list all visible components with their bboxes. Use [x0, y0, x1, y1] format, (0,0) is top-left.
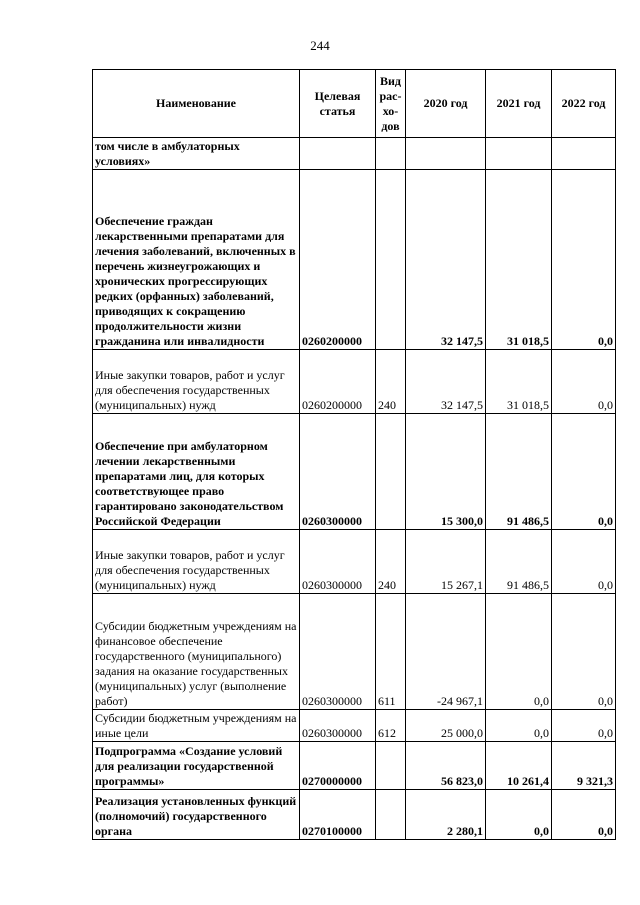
page-number: 244 — [310, 38, 330, 53]
header-2022: 2022 год — [552, 70, 616, 138]
row-value-2022: 0,0 — [552, 170, 616, 350]
row-expense-kind: 240 — [376, 530, 406, 594]
row-value-2021: 31 018,5 — [486, 170, 552, 350]
row-name: Обеспечение при амбулаторном лечении лекарственными препаратами лиц, для которых соответствующее право гарантировано законодательством Российской Федерации — [93, 414, 300, 530]
table-row — [93, 594, 616, 710]
row-target-article: 0260300000 — [300, 710, 376, 742]
header-2020: 2020 год — [406, 70, 486, 138]
header-expense-kind: Вид рас-хо-дов — [376, 70, 406, 138]
row-name: Обеспечение граждан лекарственными препаратами для лечения заболеваний, включенных в перечень жизнеугрожающих и хронических прогрессирующих редких (орфанных) заболеваний, приводящих к сокращению продолжительности жизни гражданина или инвалидности — [93, 170, 300, 350]
row-value-2020: 32 147,5 — [406, 170, 486, 350]
row-value-2021: 91 486,5 — [486, 414, 552, 530]
row-target-article: 0260300000 — [300, 594, 376, 710]
row-value-2020: 15 300,0 — [406, 414, 486, 530]
row-value-2020: 32 147,5 — [406, 350, 486, 414]
row-target-article: 0260200000 — [300, 170, 376, 350]
row-target-article: 0260300000 — [300, 530, 376, 594]
row-expense-kind — [376, 742, 406, 790]
row-value-2020 — [406, 138, 486, 170]
table-row — [93, 530, 616, 594]
row-expense-kind: 611 — [376, 594, 406, 710]
table-row — [93, 170, 616, 350]
table-row — [93, 710, 616, 742]
row-name: Субсидии бюджетным учреждениям на финансовое обеспечение государственного (муниципального) задания на оказание государственных (муниципальных) услуг (выполнение работ) — [93, 594, 300, 710]
row-value-2020: 15 267,1 — [406, 530, 486, 594]
row-value-2021: 10 261,4 — [486, 742, 552, 790]
table-row — [93, 790, 616, 840]
row-name: Иные закупки товаров, работ и услуг для обеспечения государственных (муниципальных) нужд — [93, 530, 300, 594]
row-value-2022: 0,0 — [552, 790, 616, 840]
row-value-2022: 0,0 — [552, 530, 616, 594]
table-row — [93, 350, 616, 414]
row-value-2020: 56 823,0 — [406, 742, 486, 790]
header-target-article: Целевая статья — [300, 70, 376, 138]
budget-table — [92, 69, 616, 840]
row-value-2020: 2 280,1 — [406, 790, 486, 840]
row-value-2021 — [486, 138, 552, 170]
header-2021: 2021 год — [486, 70, 552, 138]
row-value-2022: 0,0 — [552, 350, 616, 414]
row-name: Подпрограмма «Создание условий для реализации государственной программы» — [93, 742, 300, 790]
row-target-article: 0270100000 — [300, 790, 376, 840]
row-value-2022: 0,0 — [552, 594, 616, 710]
row-target-article — [300, 138, 376, 170]
table-row — [93, 138, 616, 170]
row-value-2020: -24 967,1 — [406, 594, 486, 710]
row-target-article: 0270000000 — [300, 742, 376, 790]
row-value-2020: 25 000,0 — [406, 710, 486, 742]
row-expense-kind — [376, 414, 406, 530]
row-value-2022: 0,0 — [552, 414, 616, 530]
row-value-2022: 0,0 — [552, 710, 616, 742]
row-name: Субсидии бюджетным учреждениям на иные цели — [93, 710, 300, 742]
row-value-2021: 0,0 — [486, 710, 552, 742]
row-expense-kind: 240 — [376, 350, 406, 414]
row-target-article: 0260300000 — [300, 414, 376, 530]
row-target-article: 0260200000 — [300, 350, 376, 414]
row-value-2022 — [552, 138, 616, 170]
row-value-2021: 0,0 — [486, 790, 552, 840]
table-row — [93, 742, 616, 790]
row-expense-kind: 612 — [376, 710, 406, 742]
row-expense-kind — [376, 138, 406, 170]
table-row — [93, 414, 616, 530]
header-name: Наименование — [93, 70, 300, 138]
row-value-2021: 0,0 — [486, 594, 552, 710]
row-value-2021: 91 486,5 — [486, 530, 552, 594]
row-name: Реализация установленных функций (полномочий) государственного органа — [93, 790, 300, 840]
row-value-2022: 9 321,3 — [552, 742, 616, 790]
row-expense-kind — [376, 790, 406, 840]
row-value-2021: 31 018,5 — [486, 350, 552, 414]
row-expense-kind — [376, 170, 406, 350]
row-name: том числе в амбулаторных условиях» — [93, 138, 300, 170]
row-name: Иные закупки товаров, работ и услуг для обеспечения государственных (муниципальных) нужд — [93, 350, 300, 414]
